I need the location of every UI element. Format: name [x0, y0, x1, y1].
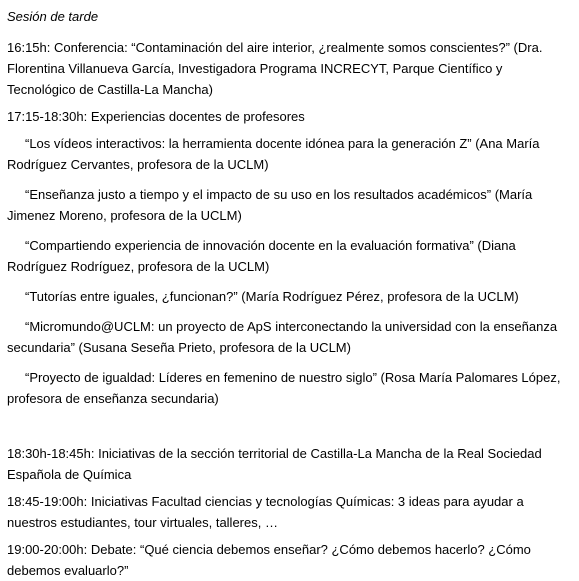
society-initiatives-entry: 18:30h-18:45h: Iniciativas de la sección territorial de Castilla-La Mancha de la Real Sociedad Española de Química: [7, 446, 542, 482]
debate-entry: 19:00-20:00h: Debate: “Qué ciencia debemos enseñar? ¿Cómo debemos hacerlo? ¿Cómo debemos evaluarlo?”: [7, 542, 531, 578]
experiences-header: 17:15-18:30h: Experiencias docentes de profesores: [7, 109, 305, 124]
experience-item-1: “Los vídeos interactivos: la herramienta docente idónea para la generación Z” (Ana María Rodríguez Cervantes, profesora de la UCLM): [7, 136, 540, 172]
section-spacer: [7, 418, 571, 443]
experience-item-6: “Proyecto de igualdad: Líderes en femenino de nuestro siglo” (Rosa María Palomares López, profesora de enseñanza secundaria): [7, 370, 561, 406]
conference-entry: 16:15h: Conferencia: “Contaminación del aire interior, ¿realmente somos conscientes?” (Dra. Florentina Villanueva García, Investigadora Programa INCRECYT, Parque Científico y Tecnológico de Castilla-La Mancha): [7, 40, 543, 97]
section-title: Sesión de tarde: [7, 9, 99, 24]
experience-item-4: “Tutorías entre iguales, ¿funcionan?” (María Rodríguez Pérez, profesora de la UCLM): [25, 289, 519, 304]
faculty-initiatives-entry: 18:45-19:00h: Iniciativas Facultad ciencias y tecnologías Químicas: 3 ideas para ayudar a nuestros estudiantes, tour virtuales, talleres, …: [7, 494, 524, 530]
experience-item-5: “Micromundo@UCLM: un proyecto de ApS interconectando la universidad con la enseñanza secundaria” (Susana Seseña Prieto, profesora de la UCLM): [7, 319, 558, 355]
experience-item-2: “Enseñanza justo a tiempo y el impacto de su uso en los resultados académicos” (María Jimenez Moreno, profesora de la UCLM): [7, 187, 533, 223]
experience-item-3: “Compartiendo experiencia de innovación docente en la evaluación formativa” (Diana Rodríguez Rodríguez, profesora de la UCLM): [7, 238, 516, 274]
